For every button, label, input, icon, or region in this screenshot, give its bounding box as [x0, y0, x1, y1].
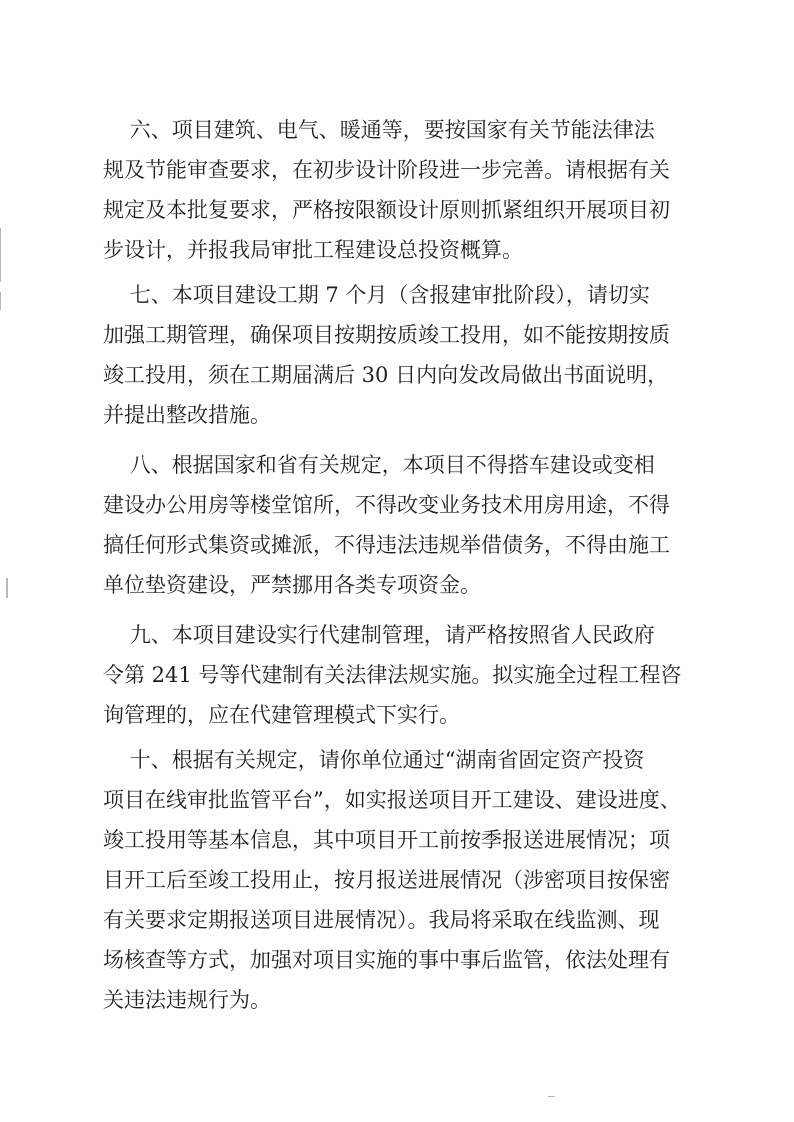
text-line: 有关要求定期报送项目进展情况）。我局将采取在线监测、现 — [103, 908, 660, 932]
scan-artifact — [0, 292, 1, 310]
text-line: 规及节能审查要求，在初步设计阶段进一步完善。请根据有关 — [103, 158, 670, 182]
text-line: 九、本项目建设实行代建制管理，请严格按照省人民政府 — [103, 623, 655, 647]
text-line: 竣工投用，须在工期届满后 30 日内向发改局做出书面说明， — [103, 363, 669, 387]
text-line: 建设办公用房等楼堂馆所，不得改变业务技术用房用途，不得 — [103, 493, 670, 517]
text-line: 令第 241 号等代建制有关法律法规实施。拟实施全过程工程咨 — [103, 663, 682, 687]
scan-artifact — [548, 1096, 555, 1097]
text-line: 目开工后至竣工投用止，按月报送进展情况（涉密项目按保密 — [103, 868, 670, 892]
text-line: 十、根据有关规定，请你单位通过“湖南省固定资产投资 — [103, 748, 645, 772]
text-line: 竣工投用等基本信息，其中项目开工前按季报送进展情况；项 — [103, 828, 670, 852]
text-line: 单位垫资建设，严禁挪用各类专项资金。 — [103, 573, 481, 597]
text-line: 搞任何形式集资或摊派，不得违法违规举借债务，不得由施工 — [103, 533, 670, 557]
text-line: 询管理的，应在代建管理模式下实行。 — [103, 703, 460, 727]
scan-artifact — [6, 578, 8, 598]
text-line: 项目在线审批监管平台”，如实报送项目开工建设、建设进度、 — [103, 788, 681, 812]
text-line: 步设计，并报我局审批工程建设总投资概算。 — [103, 238, 523, 262]
text-line: 规定及本批复要求，严格按限额设计原则抓紧组织开展项目初 — [103, 198, 670, 222]
text-line: 加强工期管理，确保项目按期按质竣工投用，如不能按期按质 — [103, 323, 670, 347]
text-line: 并提出整改措施。 — [103, 403, 271, 427]
text-line: 八、根据国家和省有关规定，本项目不得搭车建设或变相 — [103, 453, 655, 477]
text-line: 场核查等方式，加强对项目实施的事中事后监管，依法处理有 — [103, 948, 670, 972]
scan-artifact — [0, 228, 1, 282]
text-line: 关违法违规行为。 — [103, 988, 271, 1012]
text-line: 六、项目建筑、电气、暖通等，要按国家有关节能法律法 — [103, 118, 655, 142]
text-line: 七、本项目建设工期 7 个月（含报建审批阶段），请切实 — [103, 283, 650, 307]
